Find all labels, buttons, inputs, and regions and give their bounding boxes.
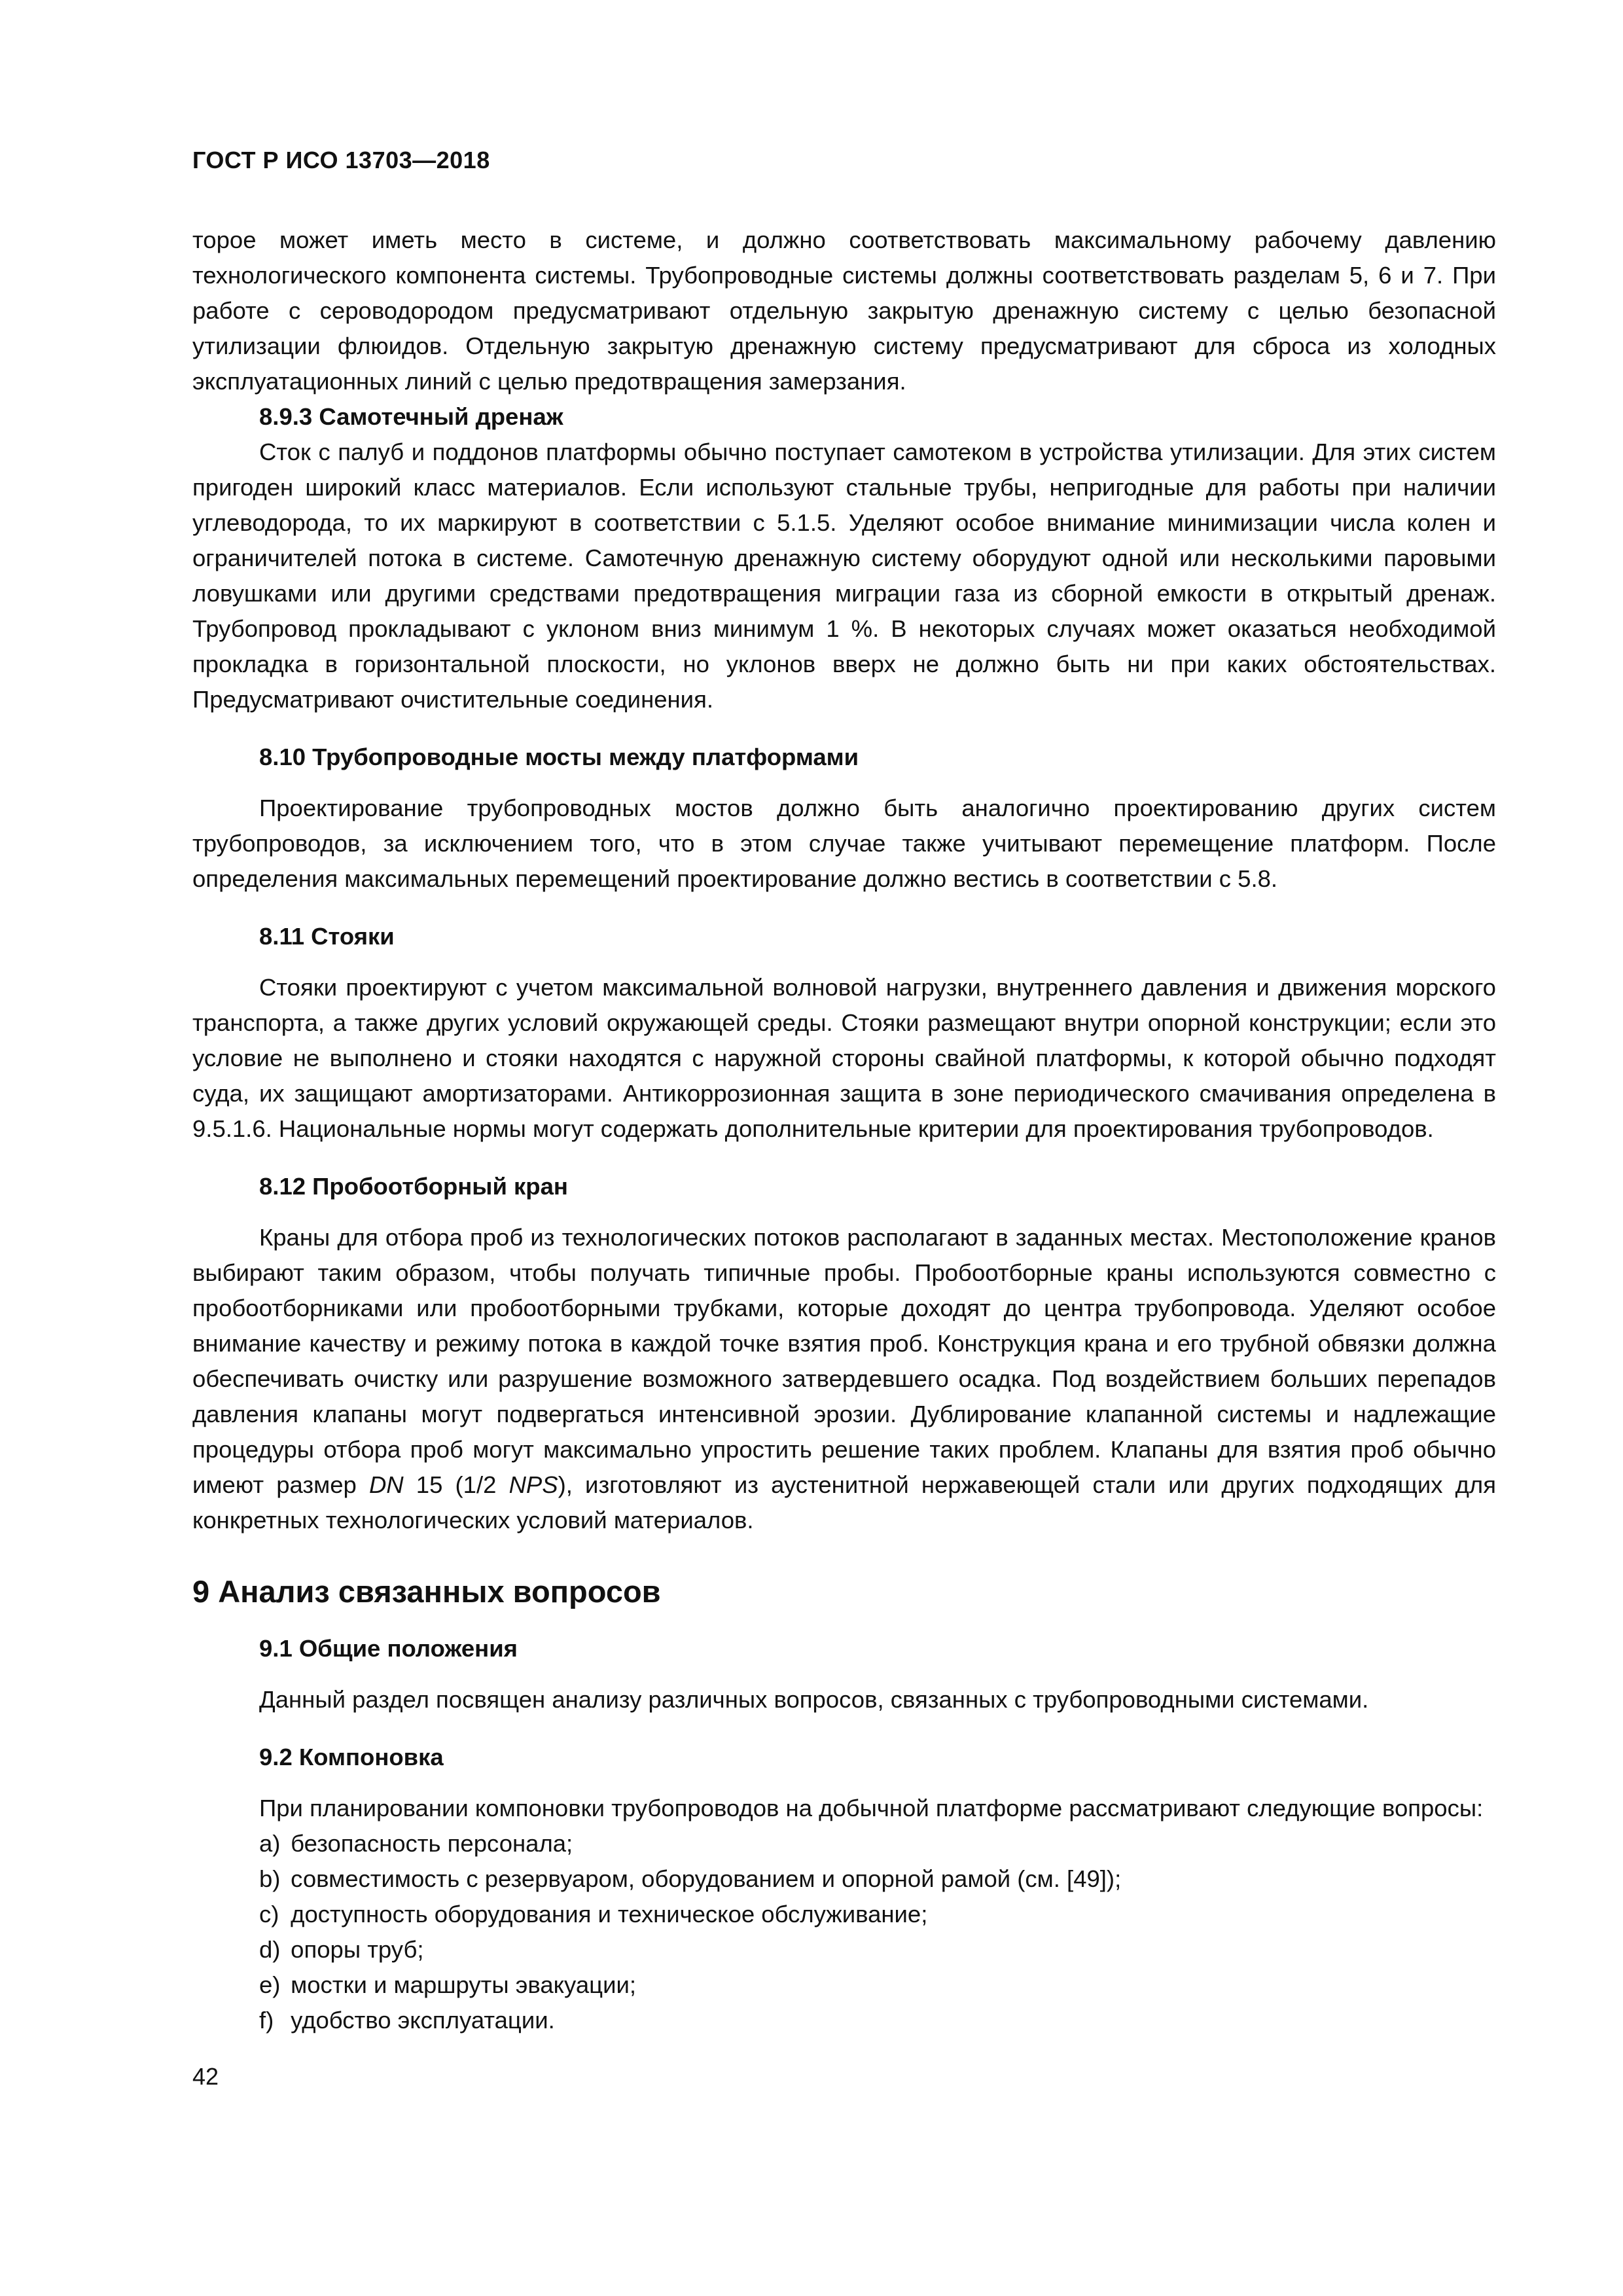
list-item-text: опоры труб; xyxy=(291,1936,424,1963)
paragraph-8-12-part-a: Краны для отбора проб из технологических потоков располагают в заданных местах. Местоположение кранов выбирают таким образом, чтобы получать типичные пробы. Пробоотборные краны используются совместно с пробоотборниками или пробоотборными трубками, которые доходят до центра трубопровода. Уделяют особое внимание качеству и режиму потока в каждой точке взятия проб. Конструкция крана и его трубной обвязки должна обеспечивать очистку или разрушение возможного затвердевшего осадка. Под воздействием больших перепадов давления клапаны могут подвергаться интенсивной эрозии. Дублирование клапанной системы и надлежащие процедуры отбора проб могут максимально упростить решение таких проблем. Клапаны для взятия проб обычно имеют размер xyxy=(192,1224,1496,1498)
heading-8-12: 8.12 Пробоотборный кран xyxy=(259,1173,568,1200)
paragraph-8-10: Проектирование трубопроводных мостов должно быть аналогично проектированию других систем трубопроводов, за исключением того, что в этом случае также учитывают перемещение платформ. После определения максимальных перемещений проектирование должно вестись в соответствии с 5.8. xyxy=(192,795,1496,892)
heading-8-11: 8.11 Стояки xyxy=(259,923,395,950)
paragraph-8-11: Стояки проектируют с учетом максимальной волновой нагрузки, внутреннего давления и движения морского транспорта, а также других условий окружающей среды. Стояки размещают внутри опорной конструкции; если это условие не выполнено и стояки находятся с наружной стороны свайной платформы, к которой обычно подходят суда, их защищают амортизаторами. Антикоррозионная защита в зоне периодического смачивания определена в 9.5.1.6. Национальные нормы могут содержать дополнительные критерии для проектирования трубопроводов. xyxy=(192,974,1496,1142)
document-header-id: ГОСТ Р ИСО 13703—2018 xyxy=(192,147,490,173)
document-body xyxy=(192,223,1496,2038)
list-marker: d) xyxy=(259,1936,281,1963)
heading-8-10: 8.10 Трубопроводные мосты между платформами xyxy=(259,744,859,770)
list-item xyxy=(192,1826,1496,1861)
list-item-text: безопасность персонала; xyxy=(291,1830,573,1857)
nps-symbol: NPS xyxy=(508,1471,558,1498)
paragraph-8-9-3: Сток с палуб и поддонов платформы обычно поступает самотеком в устройства утилизации. Для этих систем пригоден широкий класс материалов. Если используют стальные трубы, непригодные для работы при наличии углеводорода, то их маркируют в соответствии с 5.1.5. Уделяют особое внимание минимизации числа колен и ограничителей потока в системе. Самотечную дренажную систему оборудуют одной или несколькими паровыми ловушками или другими средствами предотвращения миграции газа из сборной емкости в открытый дренаж. Трубопровод прокладывают с уклоном вниз минимум 1 %. В некоторых случаях может оказаться необходимой прокладка в горизонтальной плоскости, но уклонов вверх не должно быть ни при каких обстоятельствах. Предусматривают очистительные соединения. xyxy=(192,439,1496,713)
list-9-2 xyxy=(192,1826,1496,2038)
list-marker: f) xyxy=(259,2007,274,2034)
list-item-text: совместимость с резервуаром, оборудованием и опорной рамой (см. [49]); xyxy=(291,1865,1122,1892)
list-item xyxy=(192,1932,1496,1967)
paragraph-9-2: При планировании компоновки трубопроводов на добычной платформе рассматривают следующие вопросы: xyxy=(259,1795,1484,1821)
list-item-text: доступность оборудования и техническое обслуживание; xyxy=(291,1901,928,1928)
heading-9-2: 9.2 Компоновка xyxy=(259,1744,444,1770)
list-item-text: мостки и маршруты эвакуации; xyxy=(291,1971,636,1998)
list-item xyxy=(192,1897,1496,1932)
paragraph-8-12-part-b: 15 (1/2 xyxy=(403,1471,509,1498)
list-marker: a) xyxy=(259,1830,281,1857)
list-item xyxy=(192,1967,1496,2003)
heading-section-9: 9 Анализ связанных вопросов xyxy=(192,1574,661,1609)
list-marker: c) xyxy=(259,1901,279,1928)
list-item xyxy=(192,2003,1496,2038)
paragraph-9-1: Данный раздел посвящен анализу различных вопросов, связанных с трубопроводными системами. xyxy=(259,1686,1369,1713)
paragraph-8-12 xyxy=(192,1220,1496,1538)
dn-symbol: DN xyxy=(368,1471,404,1498)
heading-9-1: 9.1 Общие положения xyxy=(259,1635,518,1662)
paragraph-continuation: торое может иметь место в системе, и должно соответствовать максимальному рабочему давлению технологического компонента системы. Трубопроводные системы должны соответствовать разделам 5, 6 и 7. При работе с сероводородом предусматривают отдельную закрытую дренажную систему с целью безопасной утилизации флюидов. Отдельную закрытую дренажную систему предусматривают для сброса из холодных эксплуатационных линий с целью предотвращения замерзания. xyxy=(192,226,1496,395)
list-marker: b) xyxy=(259,1865,281,1892)
heading-8-9-3: 8.9.3 Самотечный дренаж xyxy=(259,403,563,430)
paragraph-8-12-part-c: ), изготовляют из аустенитной нержавеющей стали или других подходящих для конкретных технологических условий материалов. xyxy=(192,1471,1496,1534)
list-marker: e) xyxy=(259,1971,281,1998)
list-item xyxy=(192,1861,1496,1897)
page-number: 42 xyxy=(192,2063,219,2090)
list-item-text: удобство эксплуатации. xyxy=(291,2007,555,2034)
